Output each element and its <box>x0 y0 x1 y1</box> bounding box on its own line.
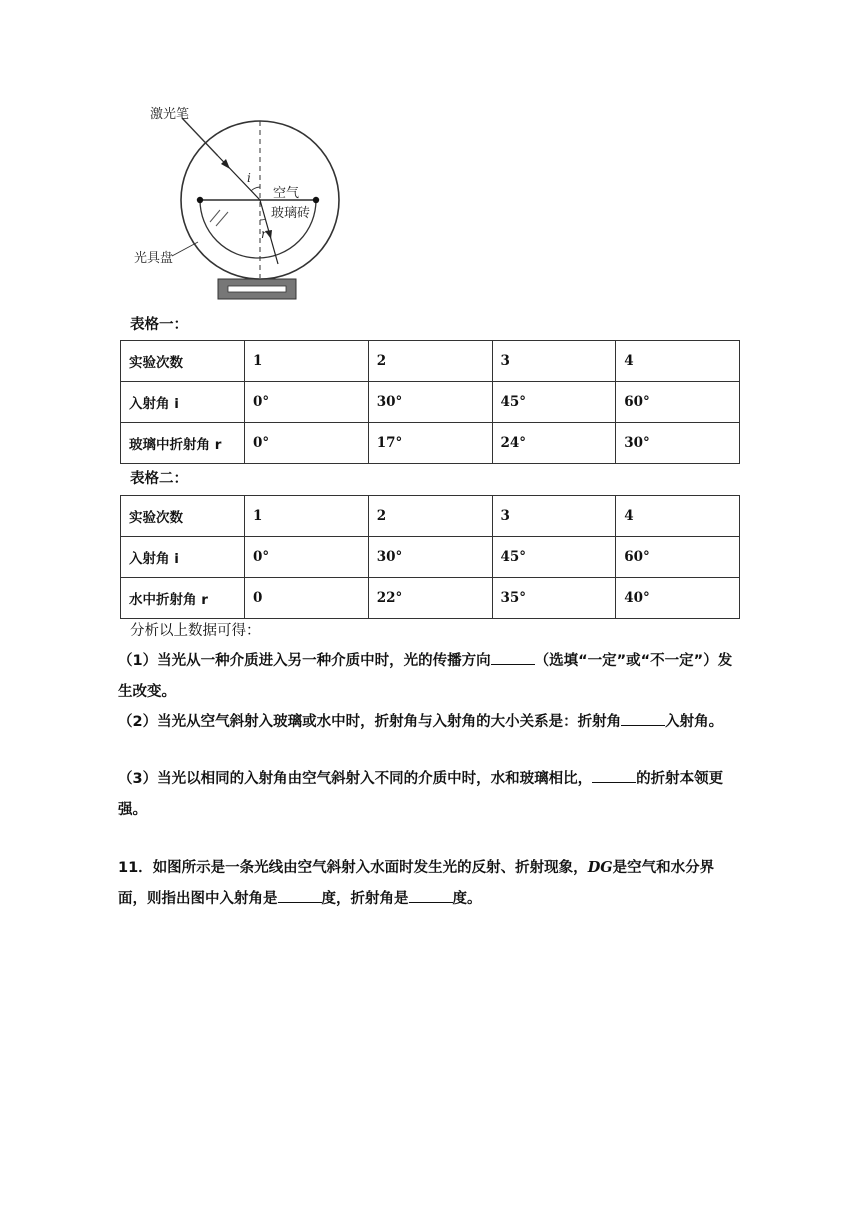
label-disk: 光具盘 <box>134 251 174 266</box>
table-cell: 3 <box>492 496 616 537</box>
table-row <box>121 423 740 464</box>
answer-blank[interactable] <box>278 887 322 903</box>
table-cell: 1 <box>245 496 369 537</box>
table-row <box>121 578 740 619</box>
table-cell: 30° <box>616 423 740 464</box>
question-3 <box>118 764 738 826</box>
table-row <box>121 537 740 578</box>
table-cell: 0° <box>245 382 369 423</box>
answer-blank[interactable] <box>409 887 453 903</box>
table2 <box>120 495 740 619</box>
q11-text-d: 度。 <box>452 891 482 907</box>
table-cell: 入射角 i <box>121 537 245 578</box>
q2-text-b: 入射角。 <box>665 714 724 730</box>
table-cell: 4 <box>616 496 740 537</box>
table1-caption: 表格一： <box>130 317 188 333</box>
q2-text-a: （2）当光从空气斜射入玻璃或水中时，折射角与入射角的大小关系是：折射角 <box>118 714 622 730</box>
table-row <box>121 496 740 537</box>
q1-text-b: （选填“一定”或“不一定”）发生改变。 <box>118 653 733 700</box>
q11-text-a: 如图所示是一条光线由空气斜射入水面时发生光的反射、折射现象， <box>152 860 588 876</box>
table-cell: 3 <box>492 341 616 382</box>
answer-blank[interactable] <box>491 649 535 665</box>
q11-number: 11． <box>118 860 153 876</box>
table-cell: 24° <box>492 423 616 464</box>
answer-blank[interactable] <box>592 767 636 783</box>
question-1 <box>118 646 738 708</box>
label-glass: 玻璃砖 <box>271 206 311 221</box>
table-row <box>121 382 740 423</box>
table-cell: 30° <box>368 537 492 578</box>
table-cell: 实验次数 <box>121 341 245 382</box>
table-cell: 60° <box>616 382 740 423</box>
answer-blank[interactable] <box>621 710 665 726</box>
table-cell: 22° <box>368 578 492 619</box>
label-i: i <box>247 171 251 185</box>
table-cell: 45° <box>492 382 616 423</box>
q1-text-a: （1）当光从一种介质进入另一种介质中时，光的传播方向 <box>118 653 491 669</box>
table-cell: 30° <box>368 382 492 423</box>
table1 <box>120 340 740 464</box>
q11-dg: DG <box>587 859 613 876</box>
table-cell: 水中折射角 r <box>121 578 245 619</box>
table-cell: 2 <box>368 496 492 537</box>
table-cell: 45° <box>492 537 616 578</box>
table-row <box>121 341 740 382</box>
table-cell: 实验次数 <box>121 496 245 537</box>
q3-text-b: 的折射本领更强。 <box>118 771 724 818</box>
analysis-intro: 分析以上数据可得： <box>130 623 261 639</box>
question-2 <box>118 707 738 738</box>
table-cell: 玻璃中折射角 r <box>121 423 245 464</box>
table-cell: 60° <box>616 537 740 578</box>
label-r: r <box>261 227 267 241</box>
table-cell: 0° <box>245 537 369 578</box>
table-cell: 17° <box>368 423 492 464</box>
q11-text-b: 是空气和水分界面，则指出图中入射角是 <box>118 860 715 907</box>
table-cell: 40° <box>616 578 740 619</box>
q11-text-c: 度，折射角是 <box>321 891 409 907</box>
table-cell: 1 <box>245 341 369 382</box>
table-cell: 0 <box>245 578 369 619</box>
label-air: 空气 <box>273 186 300 201</box>
table-cell: 0° <box>245 423 369 464</box>
label-laser: 激光笔 <box>150 107 190 122</box>
table-cell: 入射角 i <box>121 382 245 423</box>
optics-diagram <box>120 96 360 308</box>
table2-caption: 表格二： <box>130 471 188 487</box>
q3-text-a: （3）当光以相同的入射角由空气斜射入不同的介质中时，水和玻璃相比， <box>118 771 593 787</box>
table-cell: 35° <box>492 578 616 619</box>
table-cell: 4 <box>616 341 740 382</box>
table-cell: 2 <box>368 341 492 382</box>
question-11 <box>118 852 738 915</box>
